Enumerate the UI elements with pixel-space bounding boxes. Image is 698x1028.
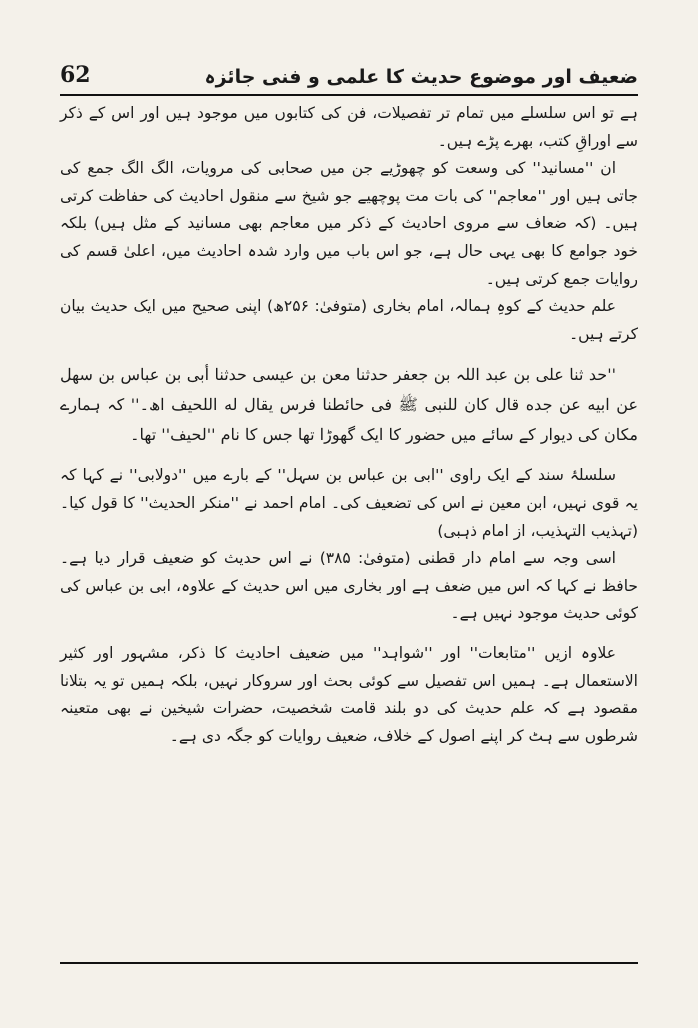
paragraph-3: علم حدیث کے کوہِ ہمالہ، امام بخاری (متوفیٰ: ۲۵۶ھ) اپنی صحیح میں ایک حدیث بیان کرتے ہیں۔ [60, 297, 638, 343]
paragraph-7: علاوہ ازیں ''متابعات'' اور ''شواہد'' میں ضعیف احادیث کا ذکر، مشہور اور کثیر الاستعمال ہے۔ ہمیں اس تفصیل سے کوئی بحث اور سروکار نہیں، بلکہ ہمیں تو یہ بتلانا مقصود ہے کہ علم حدیث کی دو بلند قامت شخصیت، حضرات شیخین نے بھی متعینہ شرطوں سے ہٹ کر اپنے اصول کے خلاف، ضعیف روایات کو جگہ دی ہے۔ [60, 643, 638, 745]
paragraph-5: سلسلۂ سند کے ایک راوی ''ابی بن عباس بن سہل'' کے بارے میں ''دولابی'' نے کہا کہ یہ قوی نہیں، ابن معین نے اس کی تضعیف کی۔ امام احمد نے ''منکر الحدیث'' کا قول کیا۔ (تہذیب التہذیب، از امام ذہبی) [60, 466, 638, 540]
page-number: 62 [60, 62, 91, 88]
running-title: ضعیف اور موضوع حدیث کا علمی و فنی جائزہ [204, 66, 638, 88]
paragraph-2: ان ''مسانید'' کی وسعت کو چھوڑیے جن میں صحابی کی مرویات، الگ الگ جمع کی جاتی ہیں اور ''معاجم'' کی بات مت پوچھیے جو شیخ سے منقول احادیث کی حفاظت کرتی ہیں۔ (کہ ضعاف سے مروی احادیث کے ذکر میں معاجم بھی مسانید کے مثل ہیں) بلکہ خود جوامع کا بھی یہی حال ہے، جو اس باب میں وارد شدہ احادیث میں، اعلیٰ قسم کی روایات جمع کرتی ہیں۔ [60, 159, 638, 288]
page-body [60, 100, 638, 958]
hadith-quote-paragraph: ''حد ثنا علی بن عبد اللہ بن جعفر حدثنا معن بن عیسی حدثنا أبی بن عباس بن سهل عن ابیه عن جده قال کان للنبی ﷺ فی حائطنا فرس يقال له اللحیف اھ۔'' کہ ہمارے مکان کی دیوار کے سائے میں حضور کا ایک گھوڑا تھا جس کا نام ''لحیف'' تھا۔ [60, 365, 638, 445]
paragraph-1: ہے تو اس سلسلے میں تمام تر تفصیلات، فن کی کتابوں میں موجود ہیں اور اس کے ذکر سے اوراقِ کتب، بھرے پڑے ہیں۔ [60, 104, 638, 150]
page-header [60, 44, 638, 96]
paragraph-6: اسی وجہ سے امام دار قطنی (متوفیٰ: ۳۸۵) نے اس حدیث کو ضعیف قرار دیا ہے۔ حافظ نے کہا کہ اس میں ضعف ہے اور بخاری میں اس حدیث کے علاوہ، ابی بن عباس کی کوئی حدیث موجود نہیں ہے۔ [60, 549, 638, 623]
footer-rule [60, 962, 638, 964]
